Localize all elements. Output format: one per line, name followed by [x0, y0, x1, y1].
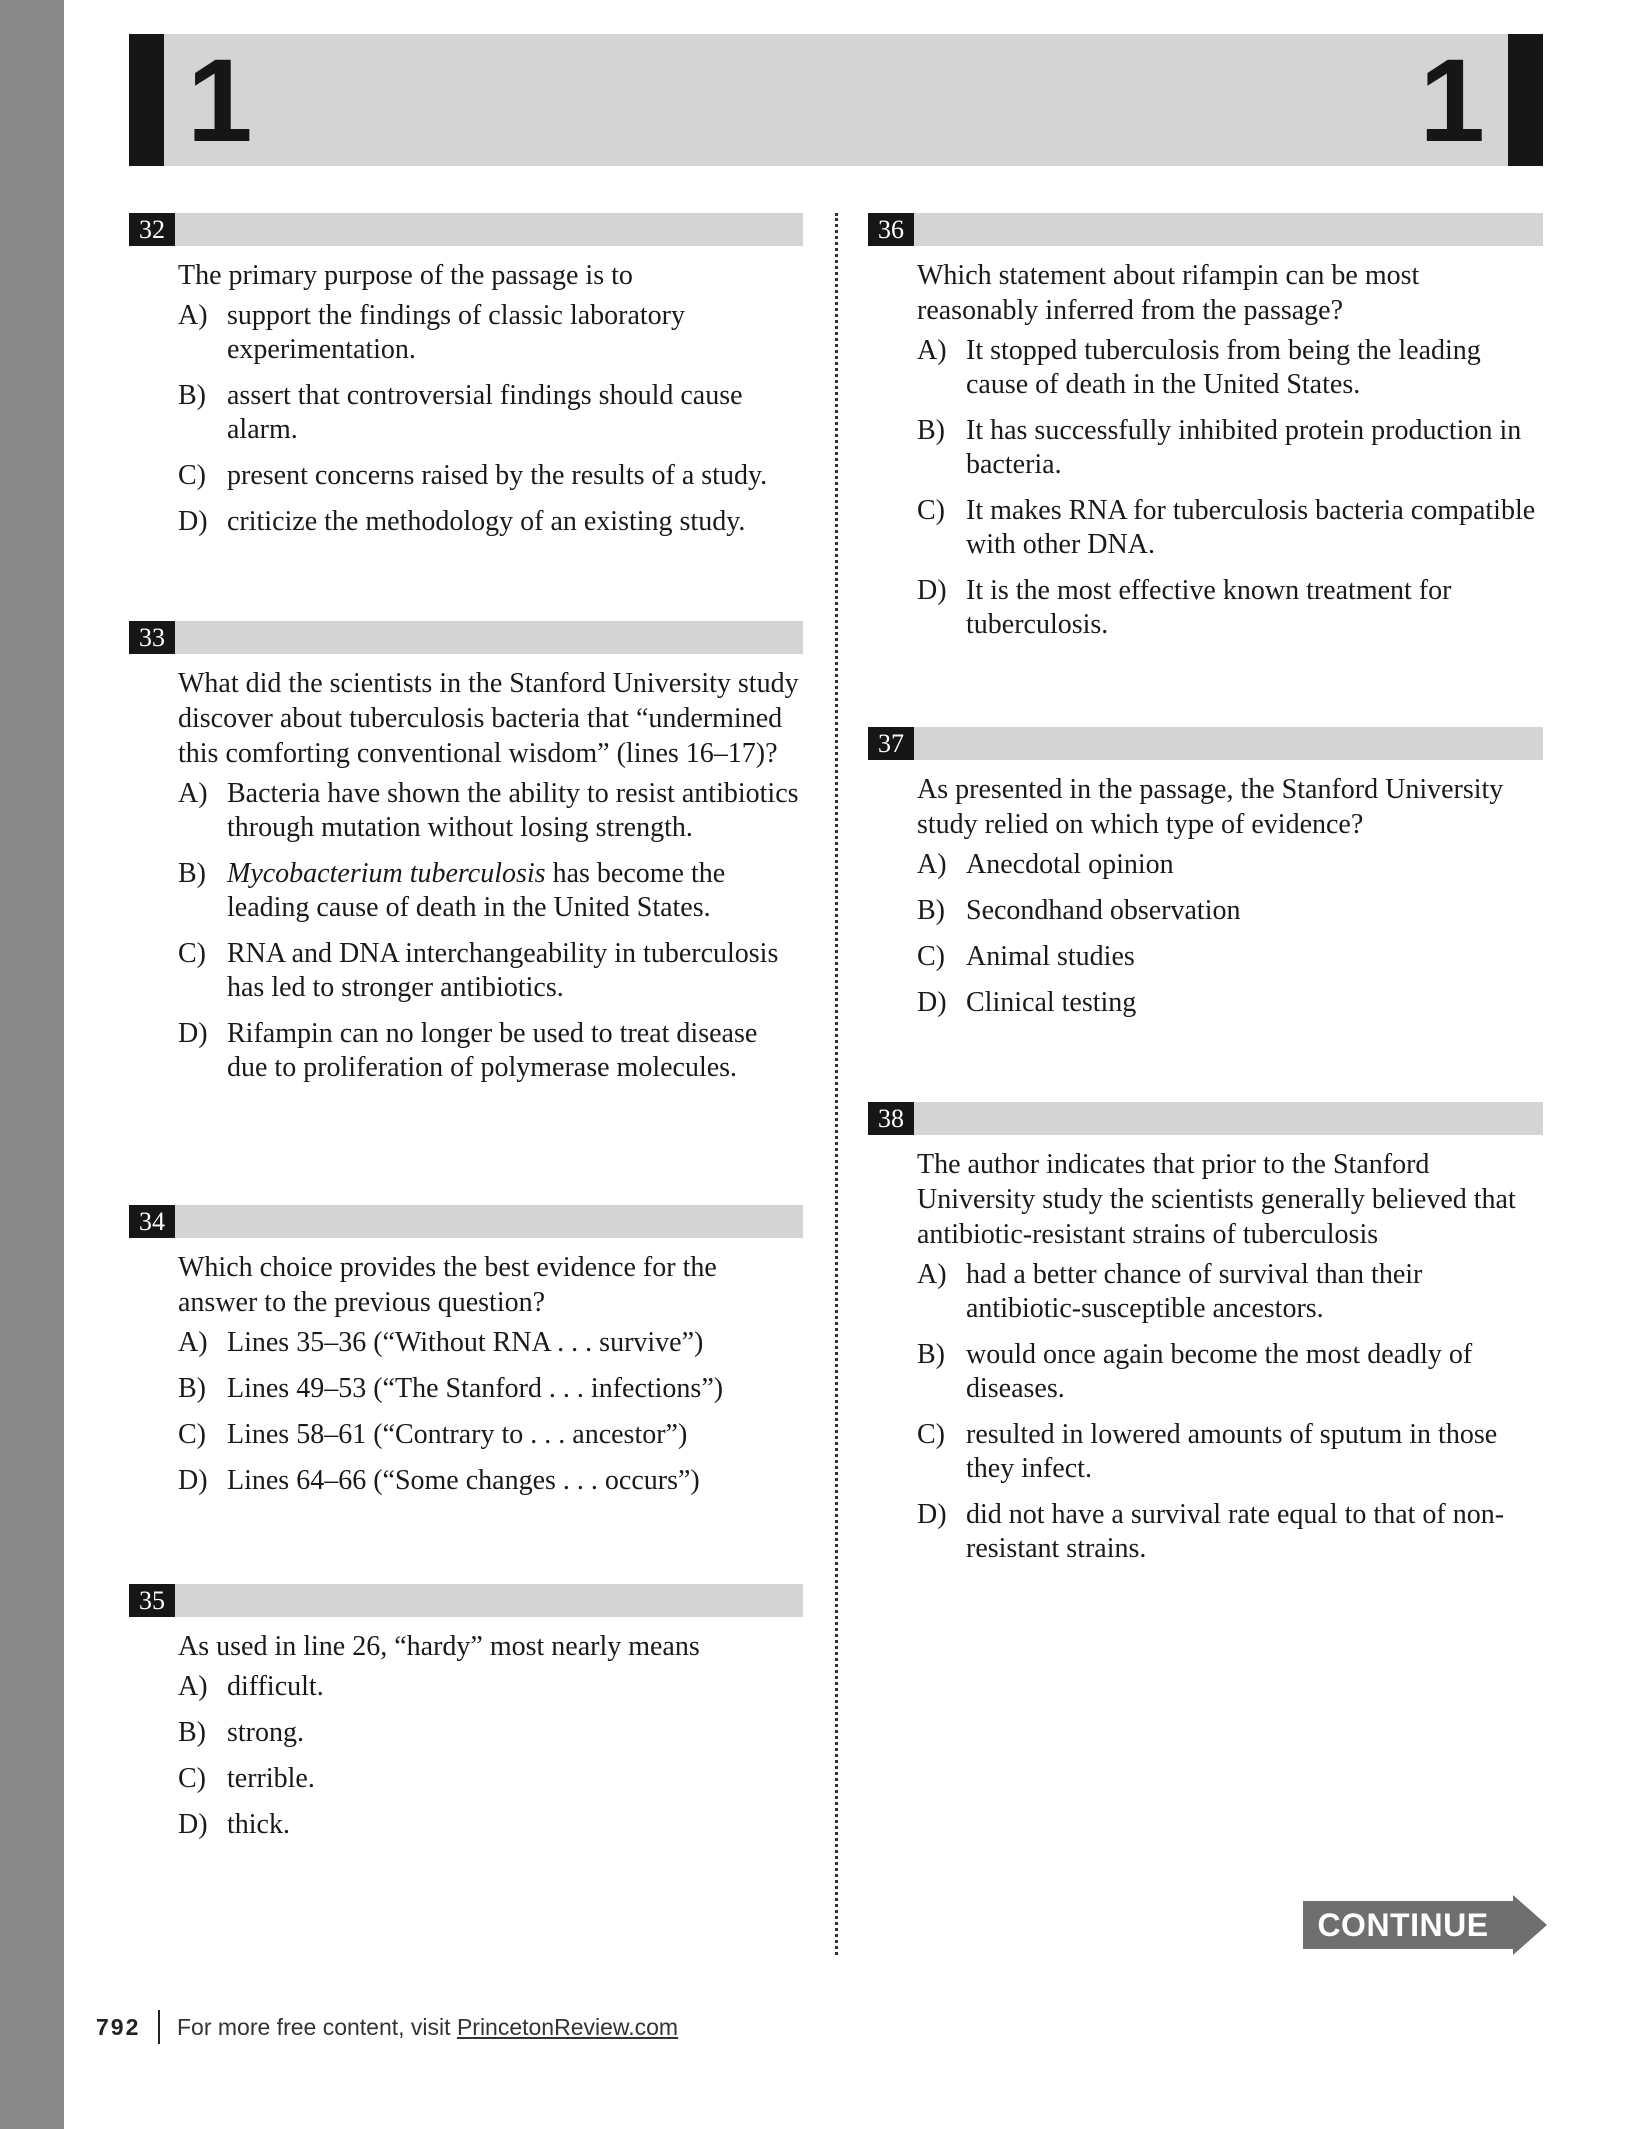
choice-b[interactable] — [917, 414, 1543, 482]
choice-text: Anecdotal opinion — [966, 849, 1174, 880]
choice-text: It stopped tuberculosis from being the leading cause of death in the United States. — [966, 335, 1481, 400]
choice-letter: B) — [178, 858, 206, 889]
question-stem: As used in line 26, “hardy” most nearly means — [178, 1631, 700, 1662]
question-header — [129, 621, 803, 654]
continue-button[interactable] — [1303, 1895, 1547, 1955]
choice-a[interactable] — [178, 299, 803, 367]
choice-text: present concerns raised by the results of a study. — [227, 460, 768, 491]
choice-a[interactable] — [178, 1326, 803, 1360]
choice-text: has become the leading cause of death in the United States. — [227, 858, 726, 923]
choice-text: It is the most effective known treatment for tuberculosis. — [966, 575, 1452, 640]
choice-b[interactable] — [178, 1716, 803, 1750]
section-number-right: 1 — [1419, 35, 1485, 167]
question-number: 32 — [129, 213, 175, 246]
choice-letter: B) — [178, 380, 206, 411]
choice-text: Rifampin can no longer be used to treat disease due to proliferation of polymerase molecules. — [227, 1018, 758, 1083]
choice-d[interactable] — [917, 1498, 1543, 1566]
choice-letter: D) — [178, 1465, 208, 1496]
choice-text: Bacteria have shown the ability to resist antibiotics through mutation without losing strength. — [227, 778, 799, 843]
choice-a[interactable] — [917, 334, 1543, 402]
question-38 — [868, 1102, 1543, 1578]
footer-link[interactable]: PrincetonReview.com — [456, 2014, 679, 2040]
choice-c[interactable] — [178, 1418, 803, 1452]
choice-text: Lines 58–61 (“Contrary to . . . ancestor”) — [227, 1419, 688, 1450]
question-32 — [129, 213, 803, 551]
choice-b[interactable] — [178, 379, 803, 447]
column-divider — [835, 213, 838, 1955]
choice-letter: D) — [917, 575, 947, 606]
choice-text: It has successfully inhibited protein production in bacteria. — [966, 415, 1522, 480]
choice-letter: C) — [178, 1419, 206, 1450]
footer-divider — [158, 2010, 160, 2044]
choice-text: strong. — [227, 1717, 304, 1748]
choice-letter: B) — [917, 895, 945, 926]
choice-d[interactable] — [178, 1464, 803, 1498]
question-stem: The author indicates that prior to the Stanford University study the scientists generally believed that antibiotic-resistant strains of tuberculosis — [917, 1149, 1516, 1250]
choice-letter: A) — [178, 300, 208, 331]
choice-letter: C) — [178, 1763, 206, 1794]
choice-text-italic: Mycobacterium tuberculosis — [227, 858, 546, 889]
choice-b[interactable] — [917, 1338, 1543, 1406]
question-header — [868, 727, 1543, 760]
page-number: 792 — [96, 2014, 141, 2040]
choice-letter: D) — [917, 987, 947, 1018]
choice-text: It makes RNA for tuberculosis bacteria compatible with other DNA. — [966, 495, 1536, 560]
choice-text: support the findings of classic laboratory experimentation. — [227, 300, 686, 365]
question-34 — [129, 1205, 803, 1510]
choice-text: difficult. — [227, 1671, 324, 1702]
choice-d[interactable] — [178, 1808, 803, 1842]
header-bar-left — [129, 34, 164, 166]
question-number: 33 — [129, 621, 175, 654]
choice-c[interactable] — [178, 1762, 803, 1796]
choice-b[interactable] — [178, 1372, 803, 1406]
choice-text: Lines 64–66 (“Some changes . . . occurs”) — [227, 1465, 700, 1496]
section-header — [129, 34, 1543, 166]
section-number-left: 1 — [187, 35, 253, 167]
choice-letter: B) — [917, 415, 945, 446]
question-header — [868, 213, 1543, 246]
choice-text: resulted in lowered amounts of sputum in those they infect. — [966, 1419, 1498, 1484]
question-33 — [129, 621, 803, 1097]
choice-letter: C) — [917, 941, 945, 972]
answer-choices — [917, 1258, 1543, 1566]
choice-text: thick. — [227, 1809, 290, 1840]
choice-letter: C) — [178, 460, 206, 491]
choice-b[interactable] — [178, 857, 803, 925]
choice-text: RNA and DNA interchangeability in tuberculosis has led to stronger antibiotics. — [227, 938, 779, 1003]
choice-text: terrible. — [227, 1763, 315, 1794]
question-header — [868, 1102, 1543, 1135]
choice-letter: A) — [178, 778, 208, 809]
choice-text: had a better chance of survival than their antibiotic-susceptible ancestors. — [966, 1259, 1423, 1324]
answer-choices — [917, 848, 1543, 1020]
choice-text: would once again become the most deadly of diseases. — [966, 1339, 1473, 1404]
choice-a[interactable] — [178, 777, 803, 845]
choice-letter: A) — [917, 1259, 947, 1290]
choice-b[interactable] — [917, 894, 1543, 928]
choice-letter: D) — [178, 1018, 208, 1049]
choice-letter: C) — [917, 495, 945, 526]
choice-text: did not have a survival rate equal to that of non-resistant strains. — [966, 1499, 1505, 1564]
question-stem: The primary purpose of the passage is to — [178, 260, 633, 291]
choice-letter: A) — [178, 1327, 208, 1358]
choice-d[interactable] — [178, 1017, 803, 1085]
choice-letter: D) — [917, 1499, 947, 1530]
choice-letter: A) — [917, 849, 947, 880]
choice-text: Secondhand observation — [966, 895, 1241, 926]
choice-letter: A) — [178, 1671, 208, 1702]
question-header — [129, 213, 803, 246]
header-bar-right — [1508, 34, 1543, 166]
choice-text: assert that controversial findings should cause alarm. — [227, 380, 743, 445]
choice-c[interactable] — [917, 494, 1543, 562]
choice-letter: B) — [178, 1717, 206, 1748]
question-number: 35 — [129, 1584, 175, 1617]
choice-letter: B) — [178, 1373, 206, 1404]
footer-prompt: For more free content, visit — [177, 2014, 457, 2040]
question-stem: Which choice provides the best evidence for the answer to the previous question? — [178, 1252, 717, 1318]
footer-text — [177, 2010, 678, 2044]
choice-letter: B) — [917, 1339, 945, 1370]
answer-choices — [178, 777, 803, 1085]
choice-c[interactable] — [917, 1418, 1543, 1486]
choice-a[interactable] — [917, 848, 1543, 882]
question-stem: Which statement about rifampin can be most reasonably inferred from the passage? — [917, 260, 1420, 326]
question-header — [129, 1205, 803, 1238]
question-35 — [129, 1584, 803, 1854]
choice-text: Clinical testing — [966, 987, 1137, 1018]
question-number: 36 — [868, 213, 914, 246]
question-number: 37 — [868, 727, 914, 760]
choice-text: Animal studies — [966, 941, 1135, 972]
choice-a[interactable] — [178, 1670, 803, 1704]
choice-a[interactable] — [917, 1258, 1543, 1326]
answer-choices — [178, 299, 803, 539]
choice-letter: D) — [178, 1809, 208, 1840]
choice-d[interactable] — [917, 986, 1543, 1020]
choice-text: Lines 49–53 (“The Stanford . . . infections”) — [227, 1373, 724, 1404]
choice-text: criticize the methodology of an existing study. — [227, 506, 746, 537]
answer-choices — [917, 334, 1543, 642]
choice-letter: A) — [917, 335, 947, 366]
question-number: 38 — [868, 1102, 914, 1135]
question-37 — [868, 727, 1543, 1032]
question-36 — [868, 213, 1543, 654]
choice-text: Lines 35–36 (“Without RNA . . . survive”) — [227, 1327, 704, 1358]
question-stem: As presented in the passage, the Stanford University study relied on which type of evidence? — [917, 774, 1504, 840]
choice-c[interactable] — [178, 459, 803, 493]
choice-c[interactable] — [178, 937, 803, 1005]
question-stem: What did the scientists in the Stanford University study discover about tuberculosis bacteria that “undermined this comforting conventional wisdom” (lines 16–17)? — [178, 668, 799, 769]
choice-c[interactable] — [917, 940, 1543, 974]
choice-d[interactable] — [178, 505, 803, 539]
answer-choices — [178, 1670, 803, 1842]
choice-letter: C) — [178, 938, 206, 969]
question-header — [129, 1584, 803, 1617]
continue-label: CONTINUE — [1317, 1907, 1489, 1943]
choice-letter: D) — [178, 506, 208, 537]
answer-choices — [178, 1326, 803, 1498]
page-edge-strip — [0, 0, 64, 2129]
question-number: 34 — [129, 1205, 175, 1238]
choice-d[interactable] — [917, 574, 1543, 642]
choice-letter: C) — [917, 1419, 945, 1450]
